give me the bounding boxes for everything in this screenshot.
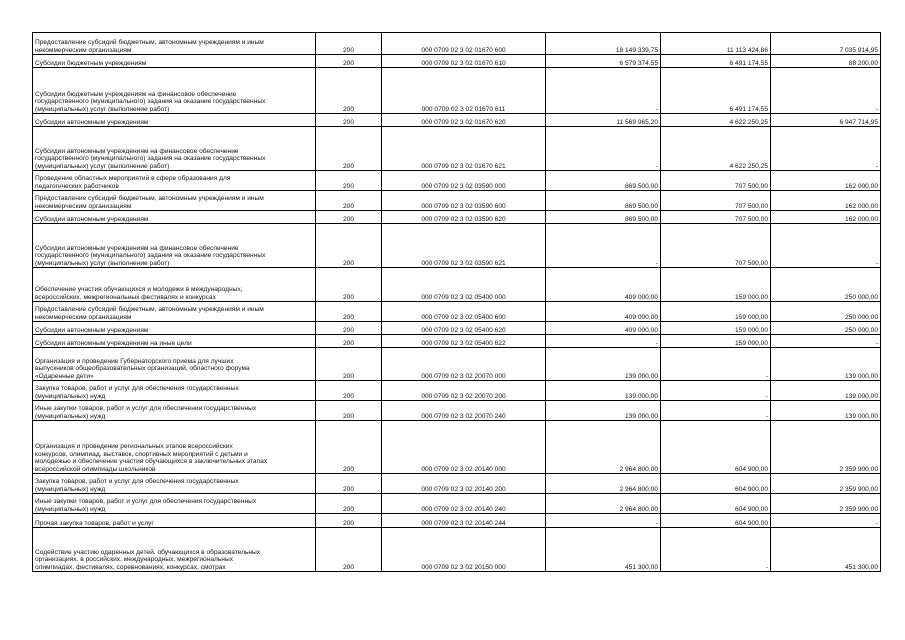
table-row <box>33 171 881 191</box>
row-name: Субсидии автономным учреждениям <box>33 114 316 127</box>
row-name: Организация и проведение Губернаторского приема для лучших выпускников общеобразовательных организаций, областного форума «Одаренные дети» <box>33 348 316 381</box>
row-value-3: 250 000,00 <box>771 322 881 335</box>
table-row <box>33 348 881 381</box>
row-name: Предоставление субсидий бюджетным, автономным учреждениям и иным некоммерческим организациям <box>33 191 316 211</box>
row-value-3: 250 000,00 <box>771 302 881 322</box>
row-value-3: - <box>771 335 881 348</box>
row-name: Субсидии автономным учреждениям <box>33 211 316 224</box>
row-name: Иные закупки товаров, работ и услуг для обеспечения государственных (муниципальных) нужд <box>33 494 316 514</box>
row-value-3: 451 300,00 <box>771 528 881 572</box>
row-code: 200 <box>316 127 382 171</box>
row-name: Субсидии автономным учреждениям на финансовое обеспечение государственного (муниципального) задания на оказание государственных (муниципальных) услуг (выполнение работ) <box>33 127 316 171</box>
table-row <box>33 528 881 572</box>
row-classification: 000 0709 02 3 02 01670 620 <box>382 114 546 127</box>
row-value-3: 2 359 900,00 <box>771 474 881 494</box>
row-value-2: 6 491 174,55 <box>661 55 771 68</box>
row-value-2: - <box>661 348 771 381</box>
row-classification: 000 0709 02 3 02 01670 621 <box>382 127 546 171</box>
row-name: Субсидии автономным учреждениям на иные цели <box>33 335 316 348</box>
table-row <box>33 33 881 55</box>
row-value-2: - <box>661 401 771 421</box>
budget-table-body <box>33 33 881 572</box>
row-name: Субсидии автономным учреждениям <box>33 322 316 335</box>
table-row <box>33 302 881 322</box>
row-value-3: 139 000,00 <box>771 381 881 401</box>
row-value-2: - <box>661 528 771 572</box>
row-name: Субсидии бюджетным учреждениям <box>33 55 316 68</box>
row-code: 200 <box>316 68 382 114</box>
row-classification: 000 0709 02 3 02 20070 200 <box>382 381 546 401</box>
row-value-1: 869 500,00 <box>546 191 661 211</box>
row-value-3: 2 359 900,00 <box>771 494 881 514</box>
row-code: 200 <box>316 322 382 335</box>
row-classification: 000 0709 02 3 02 01670 611 <box>382 68 546 114</box>
row-value-3: 88 200,00 <box>771 55 881 68</box>
budget-table <box>32 32 881 572</box>
row-classification: 000 0709 02 3 02 01670 600 <box>382 33 546 55</box>
row-code: 200 <box>316 348 382 381</box>
row-value-3: 139 000,00 <box>771 401 881 421</box>
row-value-2: 604 900,00 <box>661 514 771 528</box>
row-classification: 000 0709 02 3 02 05400 620 <box>382 322 546 335</box>
row-value-2: 4 622 250,25 <box>661 127 771 171</box>
row-value-3: 139 000,00 <box>771 348 881 381</box>
row-value-3: - <box>771 68 881 114</box>
row-value-3: 2 359 900,00 <box>771 421 881 474</box>
row-code: 200 <box>316 474 382 494</box>
row-value-1: 869 500,00 <box>546 171 661 191</box>
row-value-2: 707 500,00 <box>661 224 771 268</box>
row-value-2: 6 491 174,55 <box>661 68 771 114</box>
row-code: 200 <box>316 335 382 348</box>
row-classification: 000 0709 02 3 02 01670 610 <box>382 55 546 68</box>
row-classification: 000 0709 02 3 02 05400 600 <box>382 302 546 322</box>
row-value-3: 162 000,00 <box>771 211 881 224</box>
table-row <box>33 494 881 514</box>
row-value-1: 451 300,00 <box>546 528 661 572</box>
row-code: 200 <box>316 514 382 528</box>
row-value-1: - <box>546 335 661 348</box>
row-value-3: 162 000,00 <box>771 171 881 191</box>
row-classification: 000 0709 02 3 02 20140 240 <box>382 494 546 514</box>
row-value-3: 250 000,00 <box>771 268 881 302</box>
table-row <box>33 514 881 528</box>
row-value-1: 18 149 339,75 <box>546 33 661 55</box>
row-value-3: 7 035 914,95 <box>771 33 881 55</box>
row-code: 200 <box>316 171 382 191</box>
row-value-3: - <box>771 224 881 268</box>
row-value-2: 159 000,00 <box>661 268 771 302</box>
row-value-3: - <box>771 127 881 171</box>
row-classification: 000 0709 02 3 02 05400 622 <box>382 335 546 348</box>
row-name: Прочая закупка товаров, работ и услуг <box>33 514 316 528</box>
row-code: 200 <box>316 401 382 421</box>
row-code: 200 <box>316 528 382 572</box>
row-name: Организация и проведение региональных этапов всероссийских конкурсов, олимпиад, выставок, спортивных мероприятий с детьми и молодежью и обеспечение участия обучающихся в заключительных этапах всероссийской олимпиады школьников <box>33 421 316 474</box>
row-value-2: 11 113 424,86 <box>661 33 771 55</box>
table-row <box>33 381 881 401</box>
table-row <box>33 335 881 348</box>
row-classification: 000 0709 02 3 02 03590 600 <box>382 191 546 211</box>
row-name: Закупка товаров, работ и услуг для обеспечения государственных (муниципальных) нужд <box>33 474 316 494</box>
row-value-1: 2 964 800,00 <box>546 474 661 494</box>
row-classification: 000 0709 02 3 02 03590 000 <box>382 171 546 191</box>
row-classification: 000 0709 02 3 02 20140 200 <box>382 474 546 494</box>
row-name: Предоставление субсидий бюджетным, автономным учреждениям и иным некоммерческим организациям <box>33 302 316 322</box>
table-row <box>33 322 881 335</box>
row-value-3: - <box>771 514 881 528</box>
row-value-2: - <box>661 381 771 401</box>
row-value-3: 162 000,00 <box>771 191 881 211</box>
row-value-1: 409 000,00 <box>546 302 661 322</box>
row-value-1: - <box>546 514 661 528</box>
row-value-3: 6 947 714,95 <box>771 114 881 127</box>
table-row <box>33 68 881 114</box>
table-row <box>33 421 881 474</box>
table-row <box>33 127 881 171</box>
row-value-1: 869 500,00 <box>546 211 661 224</box>
row-code: 200 <box>316 33 382 55</box>
row-code: 200 <box>316 268 382 302</box>
row-name: Субсидии автономным учреждениям на финансовое обеспечение государственного (муниципального) задания на оказание государственных (муниципальных) услуг (выполнение работ) <box>33 224 316 268</box>
row-value-1: 139 000,00 <box>546 381 661 401</box>
row-classification: 000 0709 02 3 02 05400 000 <box>382 268 546 302</box>
row-value-2: 159 000,00 <box>661 302 771 322</box>
table-row <box>33 224 881 268</box>
table-row <box>33 211 881 224</box>
row-name: Предоставление субсидий бюджетным, автономным учреждениям и иным некоммерческим организациям <box>33 33 316 55</box>
row-value-1: 6 579 374,55 <box>546 55 661 68</box>
row-value-2: 604 900,00 <box>661 474 771 494</box>
row-value-1: 409 000,00 <box>546 268 661 302</box>
table-row <box>33 55 881 68</box>
row-value-2: 707 500,00 <box>661 191 771 211</box>
row-name: Субсидии бюджетным учреждениям на финансовое обеспечение государственного (муниципального) задания на оказание государственных (муниципальных) услуг (выполнение работ) <box>33 68 316 114</box>
row-value-1: - <box>546 68 661 114</box>
row-code: 200 <box>316 55 382 68</box>
row-value-1: - <box>546 224 661 268</box>
row-classification: 000 0709 02 3 02 20070 240 <box>382 401 546 421</box>
row-value-2: 604 900,00 <box>661 494 771 514</box>
row-value-1: 2 964 800,00 <box>546 421 661 474</box>
row-code: 200 <box>316 421 382 474</box>
row-name: Обеспечение участия обучающихся и молодежи в международных, всероссийских, межрегиональных фестивалях и конкурсах <box>33 268 316 302</box>
row-value-1: 139 000,00 <box>546 348 661 381</box>
row-code: 200 <box>316 211 382 224</box>
row-value-1: - <box>546 127 661 171</box>
row-name: Проведение областных мероприятий в сфере образования для педагогических работников <box>33 171 316 191</box>
row-value-1: 139 000,00 <box>546 401 661 421</box>
row-classification: 000 0709 02 3 02 20070 000 <box>382 348 546 381</box>
row-code: 200 <box>316 494 382 514</box>
table-row <box>33 474 881 494</box>
row-name: Содействие участию одаренных детей, обучающихся в образовательных организациях, в российских, международных, межрегиональных олимпиадах, фестивалях, соревнованиях, конкурсах, смотрах <box>33 528 316 572</box>
row-code: 200 <box>316 224 382 268</box>
row-classification: 000 0709 02 3 02 20140 244 <box>382 514 546 528</box>
table-row <box>33 114 881 127</box>
row-value-2: 707 500,00 <box>661 171 771 191</box>
row-value-2: 4 622 250,25 <box>661 114 771 127</box>
row-value-2: 159 000,00 <box>661 322 771 335</box>
row-value-1: 11 569 965,20 <box>546 114 661 127</box>
row-classification: 000 0709 02 3 02 20150 000 <box>382 528 546 572</box>
row-code: 200 <box>316 191 382 211</box>
row-value-2: 604 900,00 <box>661 421 771 474</box>
row-value-1: 409 000,00 <box>546 322 661 335</box>
table-row <box>33 191 881 211</box>
row-classification: 000 0709 02 3 02 03590 621 <box>382 224 546 268</box>
row-code: 200 <box>316 114 382 127</box>
row-value-2: 159 000,00 <box>661 335 771 348</box>
table-row <box>33 268 881 302</box>
row-code: 200 <box>316 302 382 322</box>
row-classification: 000 0709 02 3 02 03590 620 <box>382 211 546 224</box>
table-row <box>33 401 881 421</box>
row-name: Иные закупки товаров, работ и услуг для обеспечения государственных (муниципальных) нужд <box>33 401 316 421</box>
row-value-2: 707 500,00 <box>661 211 771 224</box>
row-classification: 000 0709 02 3 02 20140 000 <box>382 421 546 474</box>
row-code: 200 <box>316 381 382 401</box>
row-name: Закупка товаров, работ и услуг для обеспечения государственных (муниципальных) нужд <box>33 381 316 401</box>
row-value-1: 2 964 800,00 <box>546 494 661 514</box>
